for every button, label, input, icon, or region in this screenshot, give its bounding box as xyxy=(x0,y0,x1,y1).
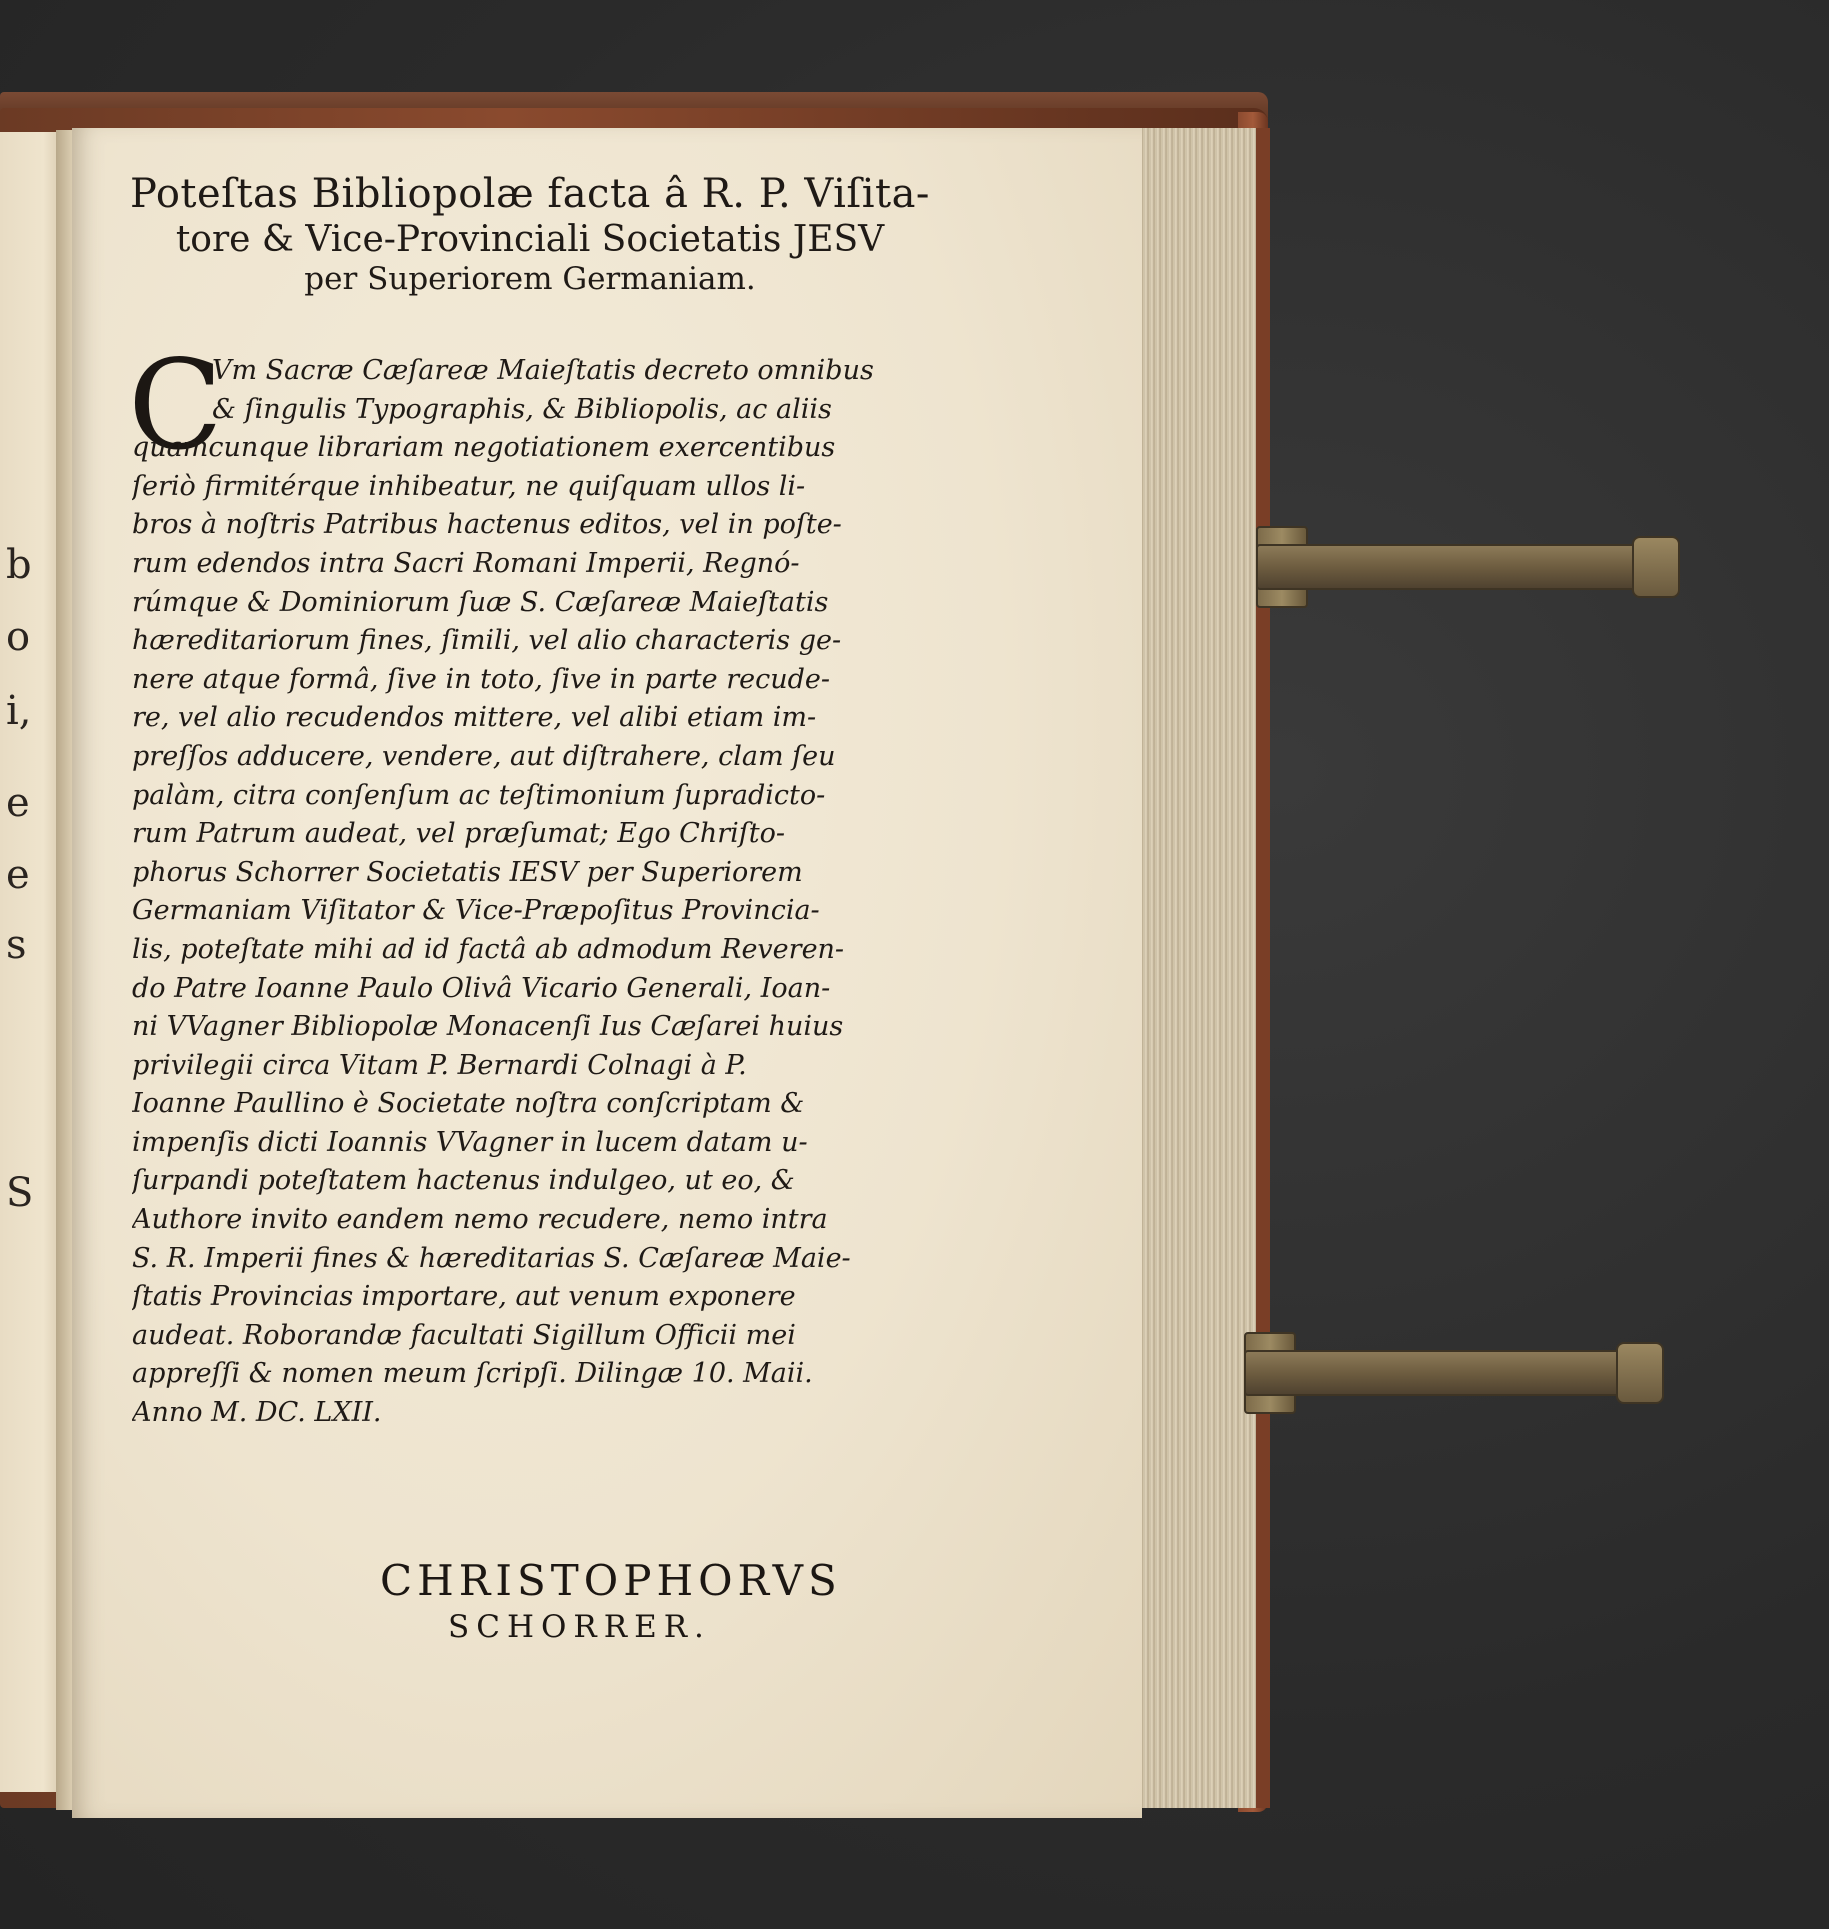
text-line: audeat. Roborandæ facultati Sigillum Officii mei xyxy=(132,1319,796,1351)
left-page-glyph: e xyxy=(6,780,30,826)
text-line: ſeriò firmitérque inhibeatur, ne quiſquam ullos li- xyxy=(132,470,806,502)
clasp-strap xyxy=(1244,1350,1624,1396)
text-line: rum Patrum audeat, vel præſumat; Ego Chriſto- xyxy=(132,818,785,850)
signature-surname: SCHORRER. xyxy=(448,1609,711,1645)
text-line: ni VVagner Bibliopolæ Monacenſi Ius Cæſarei huius xyxy=(132,1011,844,1043)
page-block-edges xyxy=(1126,128,1270,1808)
upper-clasp xyxy=(1256,536,1688,594)
text-line: palàm, citra conſenſum ac teſtimonium ſupradicto- xyxy=(132,779,826,811)
text-line: Ioanne Paullino è Societate noſtra conſcriptam & xyxy=(132,1088,805,1120)
privilege-text xyxy=(132,352,922,1433)
heading-line: per Superiorem Germaniam. xyxy=(304,261,756,298)
left-page-glyph: b xyxy=(6,542,32,588)
text-line: preſſos adducere, vendere, aut diſtrahere, clam ſeu xyxy=(132,740,836,772)
clasp-catch xyxy=(1632,536,1680,598)
left-page-glyph: S xyxy=(6,1170,34,1216)
text-line: re, vel alio recudendos mittere, vel alibi etiam im- xyxy=(132,702,817,734)
text-line: lis, poteſtate mihi ad id factâ ab admodum Reveren- xyxy=(132,933,845,965)
left-page-glyph: o xyxy=(6,614,31,660)
text-line: rúmque & Dominiorum ſuæ S. Cæſareæ Maieſtatis xyxy=(132,586,829,618)
text-line: do Patre Ioanne Paulo Olivâ Vicario Generali, Ioan- xyxy=(132,972,831,1004)
text-line: bros à noſtris Patribus hactenus editos, vel in poſte- xyxy=(132,509,842,541)
lower-clasp xyxy=(1244,1342,1672,1400)
text-line: Germaniam Viſitator & Vice-Præpoſitus Provincia- xyxy=(132,895,820,927)
text-line: ſurpandi poteſtatem hactenus indulgeo, ut eo, & xyxy=(132,1165,795,1197)
left-page-glyph: e xyxy=(6,852,30,898)
text-line: privilegii circa Vitam P. Bernardi Colnagi à P. xyxy=(132,1049,747,1081)
heading-line: tore & Vice-Provinciali Societatis JESV xyxy=(175,219,885,260)
drop-cap: C xyxy=(128,334,223,478)
heading-line: Poteſtas Bibliopolæ facta â R. P. Viſita- xyxy=(130,171,930,217)
signature-name: CHRISTOPHORVS xyxy=(380,1556,842,1605)
left-page-glyph: i, xyxy=(6,688,32,734)
text-line: nere atque formâ, ſive in toto, ſive in parte recude- xyxy=(132,663,830,695)
left-page-fragment xyxy=(0,132,62,1792)
clasp-catch xyxy=(1616,1342,1664,1404)
text-line: & ſingulis Typographis, & Bibliopolis, ac aliis xyxy=(212,393,832,425)
clasp-strap xyxy=(1256,544,1640,590)
signature-block xyxy=(380,1556,900,1645)
text-line: Authore invito eandem nemo recudere, nemo intra xyxy=(132,1204,828,1236)
text-line: appreſſi & nomen meum ſcripſi. Dilingæ 10. Maii. xyxy=(132,1358,813,1390)
text-line: hæreditariorum fines, ſimili, vel alio characteris ge- xyxy=(132,625,842,657)
text-line: phorus Schorrer Societatis IESV per Superiorem xyxy=(132,856,803,888)
left-page-glyph: s xyxy=(6,922,27,968)
text-line: Vm Sacræ Cæſareæ Maieſtatis decreto omnibus xyxy=(212,355,874,386)
text-line: Anno M. DC. LXII. xyxy=(132,1397,382,1429)
page-heading xyxy=(130,170,930,298)
text-line: ſtatis Provincias importare, aut venum exponere xyxy=(132,1281,796,1313)
text-line: quamcunque librariam negotiationem exercentibus xyxy=(132,432,836,464)
text-line: S. R. Imperii fines & hæreditarias S. Cæſareæ Maie- xyxy=(132,1242,851,1274)
text-line: impenſis dicti Ioannis VVagner in lucem datam u- xyxy=(132,1126,808,1158)
text-line: rum edendos intra Sacri Romani Imperii, Regnó- xyxy=(132,547,800,579)
